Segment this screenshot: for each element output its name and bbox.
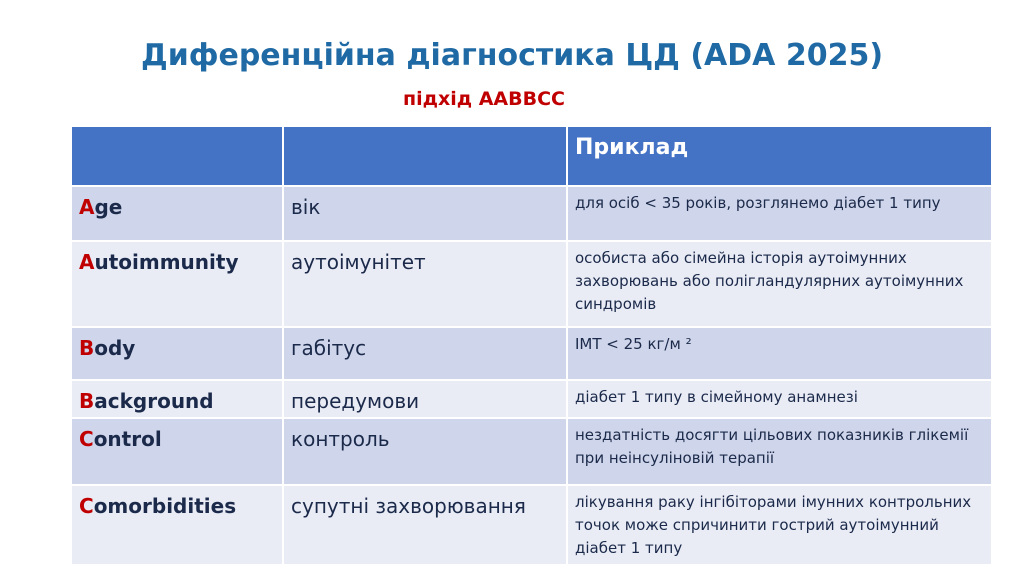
table-row bbox=[71, 380, 992, 418]
translation-cell: аутоімунітет bbox=[291, 250, 426, 274]
translation-cell: габітус bbox=[291, 336, 367, 360]
term-cell: Background bbox=[79, 389, 214, 413]
table-header-row bbox=[71, 126, 992, 186]
example-cell: лікування раку інгібіторами імунних контрольних точок може спричинити гострий аутоімунний діабет 1 типу bbox=[575, 493, 972, 557]
example-cell: особиста або сімейна історія аутоімунних захворювань або полігландулярних аутоімунних синдромів bbox=[575, 249, 964, 313]
example-cell: для осіб < 35 років, розглянемо діабет 1 типу bbox=[575, 194, 941, 212]
translation-cell: передумови bbox=[291, 389, 420, 413]
table-row bbox=[71, 485, 992, 565]
term-cell: Comorbidities bbox=[79, 494, 237, 518]
header-cell-translation bbox=[283, 126, 567, 186]
example-cell: нездатність досягти цільових показників глікемії при неінсуліновій терапії bbox=[575, 426, 969, 467]
term-cell: Autoimmunity bbox=[79, 250, 239, 274]
header-cell-term bbox=[71, 126, 283, 186]
example-cell: ІМТ < 25 кг/м ² bbox=[575, 335, 692, 353]
term-cell: Control bbox=[79, 427, 162, 451]
term-cell: Body bbox=[79, 336, 136, 360]
term-cell: Age bbox=[79, 195, 123, 219]
aabbcc-table bbox=[70, 125, 993, 566]
table-row bbox=[71, 186, 992, 241]
header-cell-example: Приклад bbox=[567, 126, 992, 186]
table-row bbox=[71, 241, 992, 327]
translation-cell: супутні захворювання bbox=[291, 494, 526, 518]
example-cell: діабет 1 типу в сімейному анамнезі bbox=[575, 388, 858, 406]
translation-cell: контроль bbox=[291, 427, 390, 451]
table-row bbox=[71, 418, 992, 485]
page-title: Диференційна діагностика ЦД (ADA 2025) bbox=[140, 38, 884, 73]
translation-cell: вік bbox=[291, 195, 321, 219]
page-subtitle: підхід AABBCC bbox=[403, 88, 565, 110]
table-row bbox=[71, 327, 992, 380]
